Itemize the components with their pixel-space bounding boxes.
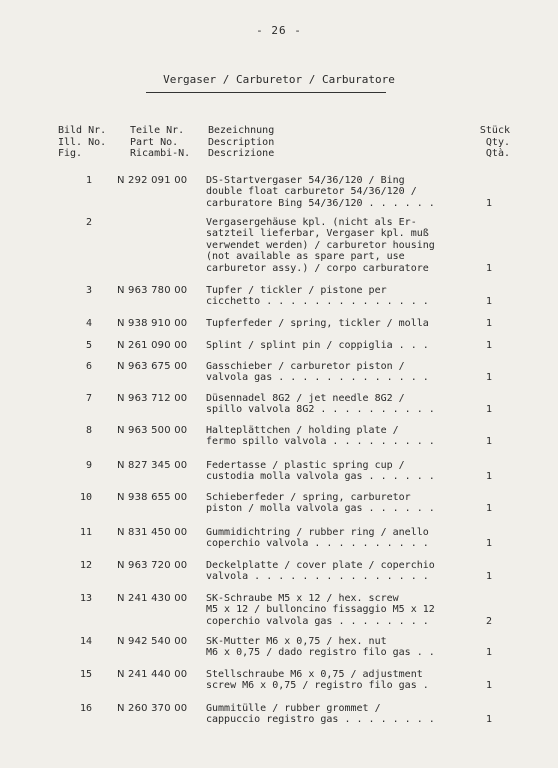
page-title: Vergaser / Carburetor / Carburatore [163, 73, 395, 86]
part-number: N 261 090 00 [117, 340, 188, 351]
description [206, 217, 476, 274]
description-line: carburetor assy.) / corpo carburatore [206, 262, 429, 274]
description [206, 425, 476, 448]
description-line: M5 x 12 / bulloncino fissaggio M5 x 12 [206, 604, 435, 616]
part-number: N 963 712 00 [117, 393, 188, 404]
description-line: screw M6 x 0,75 / registro filo gas . [206, 680, 429, 692]
header-teile-nr [130, 125, 190, 160]
figure-number: 9 [85, 460, 92, 471]
part-number: N 241 430 00 [117, 593, 188, 604]
page-number: - 26 - [256, 24, 302, 37]
description-line: piston / molla valvola gas . . . . . . [206, 503, 435, 515]
description-line: fermo spillo valvola . . . . . . . . . [206, 436, 435, 448]
description-line: Gasschieber / carburetor piston / [206, 361, 405, 372]
description-line: Halteplättchen / holding plate / [206, 425, 399, 436]
description-line: double float carburetor 54/36/120 / [206, 186, 417, 198]
figure-number: 11 [79, 527, 92, 538]
description-line: Splint / splint pin / coppiglia . . . [206, 340, 429, 351]
description-line: Vergasergehäuse kpl. (nicht als Er- [206, 217, 417, 228]
quantity: 1 [485, 471, 493, 483]
part-number: N 241 440 00 [117, 669, 188, 680]
figure-number: 12 [79, 560, 92, 571]
description-line: SK-Schraube M5 x 12 / hex. screw [206, 593, 399, 604]
description-line: DS-Startvergaser 54/36/120 / Bing [206, 175, 405, 186]
part-number: N 831 450 00 [117, 527, 188, 538]
description-line: carburatore Bing 54/36/120 . . . . . . [206, 197, 435, 209]
description-line: Tupferfeder / spring, tickler / molla [206, 318, 429, 329]
quantity: 1 [485, 296, 493, 308]
header-line: Stück [479, 125, 510, 136]
figure-number: 14 [79, 636, 92, 647]
figure-number: 8 [85, 425, 92, 436]
quantity: 1 [485, 340, 493, 351]
figure-number: 3 [85, 285, 92, 296]
part-number: N 292 091 00 [117, 175, 188, 186]
header-line: Fig. [58, 148, 83, 159]
quantity: 1 [485, 714, 493, 726]
part-number: N 963 780 00 [117, 285, 188, 296]
quantity: 1 [485, 571, 493, 583]
description [206, 318, 476, 329]
figure-number: 5 [85, 340, 92, 351]
header-line: Teile Nr. [130, 125, 185, 136]
quantity: 1 [485, 372, 493, 384]
header-line: Description [208, 136, 275, 148]
description [206, 393, 476, 416]
figure-number: 10 [79, 492, 92, 503]
part-number: N 938 655 00 [117, 492, 188, 503]
description-line: Düsennadel 8G2 / jet needle 8G2 / [206, 393, 405, 404]
description [206, 560, 476, 583]
part-number: N 260 370 00 [117, 703, 188, 714]
part-number: N 938 910 00 [117, 318, 188, 329]
description-line: valvola gas . . . . . . . . . . . . . [206, 372, 429, 384]
description-line: Schieberfeder / spring, carburetor [206, 492, 411, 503]
header-bild-nr [58, 125, 106, 160]
figure-number: 2 [85, 217, 92, 228]
description [206, 492, 476, 515]
header-line: Ill. No. [58, 136, 107, 148]
part-number: N 963 720 00 [117, 560, 188, 571]
description-line: valvola . . . . . . . . . . . . . . . [206, 571, 429, 583]
description-line: Stellschraube M6 x 0,75 / adjustment [206, 669, 423, 680]
header-quantity [480, 125, 510, 160]
description-line: Tupfer / tickler / pistone per [206, 285, 387, 296]
description [206, 636, 476, 659]
header-bezeichnung [208, 125, 274, 160]
quantity: 1 [485, 538, 493, 550]
description [206, 703, 476, 726]
figure-number: 13 [79, 593, 92, 604]
description [206, 340, 476, 351]
quantity: 1 [485, 436, 493, 448]
part-number: N 827 345 00 [117, 460, 188, 471]
description-line: coperchio valvola gas . . . . . . . . [206, 615, 429, 627]
description-line: Gummitülle / rubber grommet / [206, 703, 381, 714]
part-number: N 942 540 00 [117, 636, 188, 647]
quantity: 1 [485, 503, 493, 515]
quantity: 1 [485, 262, 493, 274]
quantity: 1 [485, 404, 493, 416]
header-line: Bild Nr. [58, 125, 107, 136]
description [206, 175, 476, 209]
quantity: 1 [485, 647, 493, 659]
description-line: Deckelplatte / cover plate / coperchio [206, 560, 435, 571]
description [206, 460, 476, 483]
description [206, 527, 476, 550]
description-line: satzteil lieferbar, Vergaser kpl. muß [206, 228, 429, 240]
description-line: cappuccio registro gas . . . . . . . . [206, 714, 435, 726]
description [206, 361, 476, 384]
description-line: SK-Mutter M6 x 0,75 / hex. nut [206, 636, 387, 647]
description-line: (not available as spare part, use [206, 251, 405, 263]
description [206, 593, 476, 627]
description-line: M6 x 0,75 / dado registro filo gas . . [206, 647, 435, 659]
description-line: cicchetto . . . . . . . . . . . . . . [206, 296, 429, 308]
header-line: Part No. [130, 136, 179, 148]
description-line: spillo valvola 8G2 . . . . . . . . . . [206, 404, 435, 416]
figure-number: 1 [85, 175, 92, 186]
description-line: coperchio valvola . . . . . . . . . . [206, 538, 429, 550]
quantity: 1 [485, 197, 493, 209]
figure-number: 16 [79, 703, 92, 714]
description-line: verwendet werden) / carburetor housing [206, 239, 435, 251]
description-line: Federtasse / plastic spring cup / [206, 460, 405, 471]
header-line: Qtà. [485, 148, 510, 159]
header-line: Ricambi-N. [130, 148, 191, 159]
figure-number: 15 [79, 669, 92, 680]
quantity: 1 [485, 680, 493, 692]
figure-number: 4 [85, 318, 92, 329]
part-number: N 963 675 00 [117, 361, 188, 372]
quantity: 1 [485, 318, 493, 329]
title-underline [146, 92, 386, 93]
header-line: Descrizione [208, 148, 275, 159]
description [206, 285, 476, 308]
header-line: Qty. [485, 136, 510, 148]
part-number: N 963 500 00 [117, 425, 188, 436]
header-line: Bezeichnung [208, 125, 275, 136]
figure-number: 7 [85, 393, 92, 404]
description [206, 669, 476, 692]
description-line: custodia molla valvola gas . . . . . . [206, 471, 435, 483]
figure-number: 6 [85, 361, 92, 372]
description-line: Gummidichtring / rubber ring / anello [206, 527, 429, 538]
quantity: 2 [485, 615, 493, 627]
